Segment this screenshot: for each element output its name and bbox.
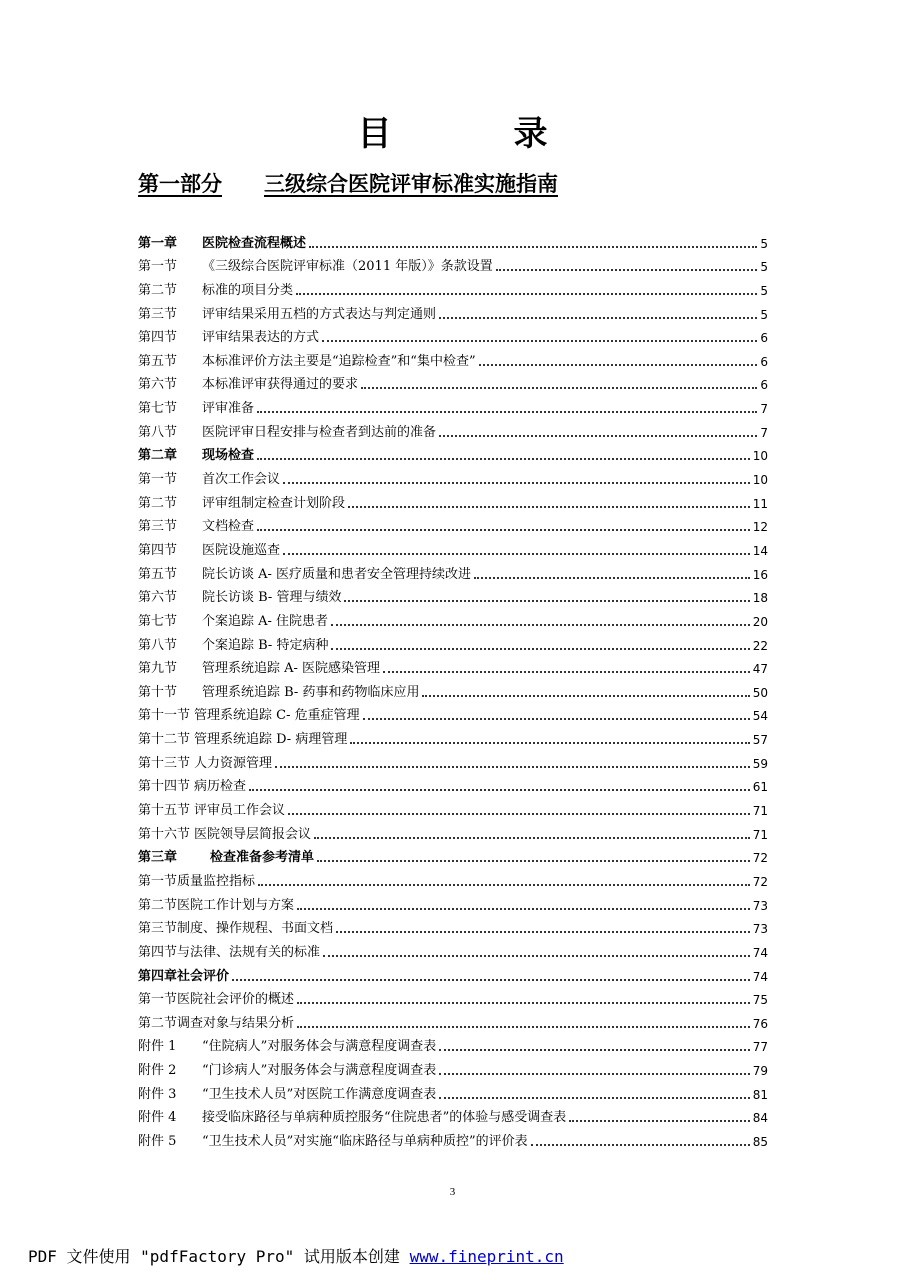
toc-entry-page: 81 bbox=[752, 1087, 768, 1102]
dot-leader bbox=[249, 788, 750, 791]
dot-leader bbox=[363, 717, 750, 720]
page-title: 目 录 bbox=[357, 114, 592, 154]
part-name: 三级综合医院评审标准实施指南 bbox=[264, 171, 558, 196]
toc-entry-page: 10 bbox=[752, 473, 768, 488]
toc-entry-page: 22 bbox=[752, 638, 768, 653]
toc-entry[interactable] bbox=[138, 1080, 768, 1104]
toc-entry-page: 84 bbox=[752, 1111, 768, 1126]
toc-entry-number: 第四节 bbox=[138, 330, 178, 346]
dot-leader bbox=[317, 859, 750, 862]
toc-entry-number: 附件 4 bbox=[138, 1110, 177, 1126]
toc-entry-title: 本标准评价方法主要是“追踪检查”和“集中检查” bbox=[202, 353, 476, 369]
toc-entry-title: “卫生技术人员”对医院工作满意度调查表 bbox=[202, 1086, 437, 1102]
dot-leader bbox=[383, 670, 750, 673]
toc-entry-page: 20 bbox=[752, 614, 768, 629]
toc-entry-title: 文档检查 bbox=[202, 519, 255, 535]
toc-entry[interactable] bbox=[138, 631, 768, 655]
toc-entry[interactable] bbox=[138, 465, 768, 489]
dot-leader bbox=[361, 386, 757, 389]
toc-entry-title: 第四节与法律、法规有关的标准 bbox=[138, 944, 321, 960]
dot-leader bbox=[439, 316, 757, 319]
toc-entry-number: 第二节 bbox=[138, 495, 178, 511]
toc-entry-title: 第二节调查对象与结果分析 bbox=[138, 1015, 295, 1031]
page-number: 3 bbox=[449, 1186, 456, 1198]
toc-entry[interactable] bbox=[138, 276, 768, 300]
toc-entry[interactable] bbox=[138, 607, 768, 631]
toc-entry-title: 评审员工作会议 bbox=[194, 803, 286, 819]
toc-entry[interactable] bbox=[138, 536, 768, 560]
toc-entry-number: 第五节 bbox=[138, 566, 178, 582]
toc-entry-page: 59 bbox=[752, 756, 768, 771]
toc-entry-number: 第十节 bbox=[138, 684, 178, 700]
toc-entry-page: 6 bbox=[760, 354, 768, 369]
toc-entry-number: 第十六节 bbox=[138, 826, 191, 842]
toc-entry-page: 5 bbox=[760, 283, 768, 298]
toc-entry-page: 7 bbox=[760, 425, 768, 440]
toc-entry-number: 第十一节 bbox=[138, 708, 191, 724]
toc-entry-page: 11 bbox=[752, 496, 768, 511]
toc-entry[interactable] bbox=[138, 371, 768, 395]
dot-leader bbox=[275, 765, 750, 768]
toc-entry[interactable] bbox=[138, 394, 768, 418]
toc-entry[interactable] bbox=[138, 1127, 768, 1151]
toc-entry-number: 第二节 bbox=[138, 282, 178, 298]
toc-entry-title: 管理系统追踪 D- 病理管理 bbox=[194, 732, 348, 748]
toc-entry-page: 73 bbox=[752, 922, 768, 937]
toc-entry-page: 16 bbox=[752, 567, 768, 582]
toc-entry[interactable] bbox=[138, 867, 768, 891]
toc-entry[interactable] bbox=[138, 773, 768, 797]
toc-entry-number: 第一章 bbox=[138, 235, 178, 251]
toc-entry-page: 72 bbox=[752, 874, 768, 889]
toc-entry-title: 检查准备参考清单 bbox=[210, 850, 315, 866]
toc-entry-number: 附件 1 bbox=[138, 1039, 177, 1055]
toc-entry-page: 10 bbox=[752, 449, 768, 464]
toc-entry-number: 第一节 bbox=[138, 472, 178, 488]
toc-entry-title: 第四章社会评价 bbox=[138, 968, 230, 984]
toc-entry-number: 第一节 bbox=[138, 259, 178, 275]
toc-entry-page: 47 bbox=[752, 662, 768, 677]
dot-leader bbox=[283, 481, 750, 484]
toc-entry[interactable] bbox=[138, 229, 768, 253]
toc-entry[interactable] bbox=[138, 418, 768, 442]
part-heading bbox=[138, 170, 558, 198]
toc-entry-page: 5 bbox=[760, 236, 768, 251]
toc-entry-title: “门诊病人”对服务体会与满意程度调查表 bbox=[202, 1063, 437, 1079]
toc-entry-title: 评审结果表达的方式 bbox=[202, 330, 320, 346]
toc-entry-title: 第一节质量监控指标 bbox=[138, 873, 256, 889]
toc-entry-number: 附件 2 bbox=[138, 1063, 177, 1079]
banner-text: PDF 文件使用 "pdfFactory Pro" 试用版本创建 bbox=[28, 1247, 410, 1266]
toc-entry-number: 第六节 bbox=[138, 377, 178, 393]
toc-entry-number: 第七节 bbox=[138, 401, 178, 417]
toc-entry-title: 标准的项目分类 bbox=[202, 282, 294, 298]
toc-entry[interactable] bbox=[138, 584, 768, 608]
toc-entry[interactable] bbox=[138, 489, 768, 513]
toc-entry-number: 第六节 bbox=[138, 590, 178, 606]
dot-leader bbox=[474, 576, 750, 579]
toc-entry-page: 6 bbox=[760, 331, 768, 346]
toc-entry[interactable] bbox=[138, 442, 768, 466]
toc-entry-title: 接受临床路径与单病种质控服务“住院患者”的体验与感受调查表 bbox=[202, 1110, 567, 1126]
toc-entry-page: 50 bbox=[752, 685, 768, 700]
toc-entry-title: 人力资源管理 bbox=[194, 755, 273, 771]
toc-entry-number: 第五节 bbox=[138, 353, 178, 369]
toc-entry-number: 第二章 bbox=[138, 448, 178, 464]
toc-entry-title: “卫生技术人员”对实施“临床路径与单病种质控”的评价表 bbox=[202, 1133, 528, 1149]
toc-entry-number: 第七节 bbox=[138, 613, 178, 629]
toc-entry-title: 评审组制定检查计划阶段 bbox=[202, 495, 346, 511]
toc-entry-page: 18 bbox=[752, 591, 768, 606]
dot-leader bbox=[439, 1072, 749, 1075]
toc-entry-title: 《三级综合医院评审标准（2011 年版）》条款设置 bbox=[202, 259, 493, 275]
toc-entry[interactable] bbox=[138, 891, 768, 915]
toc-entry-page: 74 bbox=[752, 969, 768, 984]
toc-entry[interactable] bbox=[138, 820, 768, 844]
toc-entry-page: 14 bbox=[752, 543, 768, 558]
toc-entry-number: 第十二节 bbox=[138, 732, 191, 748]
dot-leader bbox=[439, 434, 757, 437]
toc-entry-number: 附件 3 bbox=[138, 1086, 177, 1102]
toc-entry[interactable] bbox=[138, 844, 768, 868]
toc-entry-page: 75 bbox=[752, 993, 768, 1008]
dot-leader bbox=[314, 836, 750, 839]
dot-leader bbox=[323, 954, 750, 957]
toc-entry-number: 第八节 bbox=[138, 637, 178, 653]
toc-entry[interactable] bbox=[138, 702, 768, 726]
toc-entry-number: 第三章 bbox=[138, 850, 178, 866]
toc-entry[interactable] bbox=[138, 513, 768, 537]
toc-entry[interactable] bbox=[138, 253, 768, 277]
toc-entry-title: 第一节医院社会评价的概述 bbox=[138, 992, 295, 1008]
toc-entry-number: 第九节 bbox=[138, 661, 178, 677]
toc-entry-number: 第八节 bbox=[138, 424, 178, 440]
toc-entry-title: 第三节制度、操作规程、书面文档 bbox=[138, 921, 334, 937]
toc-entry-title: 个案追踪 A- 住院患者 bbox=[202, 613, 329, 629]
toc-entry-page: 76 bbox=[752, 1016, 768, 1031]
toc-entry-title: 医院检查流程概述 bbox=[202, 235, 307, 251]
toc-entry-title: 管理系统追踪 A- 医院感染管理 bbox=[202, 661, 381, 677]
toc-entry-page: 61 bbox=[752, 780, 768, 795]
toc-entry-title: 评审结果采用五档的方式表达与判定通则 bbox=[202, 306, 437, 322]
toc-entry-number: 第四节 bbox=[138, 542, 178, 558]
toc-entry[interactable] bbox=[138, 749, 768, 773]
toc-entry[interactable] bbox=[138, 1033, 768, 1057]
dot-leader bbox=[348, 505, 750, 508]
toc-entry-title: 病历检查 bbox=[194, 779, 247, 795]
dot-leader bbox=[297, 1025, 750, 1028]
toc-entry-page: 54 bbox=[752, 709, 768, 724]
dot-leader bbox=[283, 552, 750, 555]
dot-leader bbox=[439, 1096, 749, 1099]
dot-leader bbox=[569, 1119, 749, 1122]
dot-leader bbox=[336, 930, 750, 933]
toc-entry-page: 71 bbox=[752, 804, 768, 819]
toc-entry[interactable] bbox=[138, 1104, 768, 1128]
dot-leader bbox=[297, 1001, 750, 1004]
toc-entry[interactable] bbox=[138, 678, 768, 702]
toc-entry[interactable] bbox=[138, 300, 768, 324]
toc-entry-number: 第十五节 bbox=[138, 803, 191, 819]
dot-leader bbox=[257, 528, 750, 531]
toc-entry[interactable] bbox=[138, 1056, 768, 1080]
toc-entry-title: 院长访谈 A- 医疗质量和患者安全管理持续改进 bbox=[202, 566, 472, 582]
dot-leader bbox=[422, 694, 749, 697]
dot-leader bbox=[257, 410, 757, 413]
dot-leader bbox=[296, 292, 757, 295]
toc-entry[interactable] bbox=[138, 796, 768, 820]
toc-entry-title: 个案追踪 B- 特定病种 bbox=[202, 637, 329, 653]
toc-entry-title: 医院领导层简报会议 bbox=[194, 826, 312, 842]
dot-leader bbox=[350, 741, 749, 744]
dot-leader bbox=[258, 883, 750, 886]
toc-entry[interactable] bbox=[138, 560, 768, 584]
dot-leader bbox=[344, 599, 749, 602]
dot-leader bbox=[531, 1143, 750, 1146]
dot-leader bbox=[297, 907, 750, 910]
toc-entry-page: 77 bbox=[752, 1040, 768, 1055]
fineprint-link[interactable]: www.fineprint.cn bbox=[409, 1247, 564, 1266]
table-of-contents bbox=[138, 229, 768, 1151]
dot-leader bbox=[439, 1048, 749, 1051]
toc-entry[interactable] bbox=[138, 655, 768, 679]
toc-entry-number: 第三节 bbox=[138, 519, 178, 535]
toc-entry-page: 5 bbox=[760, 260, 768, 275]
toc-entry-title: 本标准评审获得通过的要求 bbox=[202, 377, 359, 393]
toc-entry-page: 72 bbox=[752, 851, 768, 866]
toc-entry-page: 74 bbox=[752, 945, 768, 960]
toc-entry[interactable] bbox=[138, 1009, 768, 1033]
toc-entry-page: 57 bbox=[752, 733, 768, 748]
toc-entry-number: 第三节 bbox=[138, 306, 178, 322]
toc-entry-title: 第二节医院工作计划与方案 bbox=[138, 897, 295, 913]
toc-entry[interactable] bbox=[138, 725, 768, 749]
toc-entry-title: 医院评审日程安排与检查者到达前的准备 bbox=[202, 424, 437, 440]
toc-entry[interactable] bbox=[138, 986, 768, 1010]
dot-leader bbox=[232, 978, 750, 981]
dot-leader bbox=[496, 268, 757, 271]
dot-leader bbox=[331, 647, 749, 650]
toc-entry[interactable] bbox=[138, 324, 768, 348]
dot-leader bbox=[479, 363, 757, 366]
toc-entry-page: 7 bbox=[760, 402, 768, 417]
toc-entry-page: 79 bbox=[752, 1064, 768, 1079]
toc-entry-page: 5 bbox=[760, 307, 768, 322]
toc-entry-page: 85 bbox=[752, 1134, 768, 1149]
toc-entry-title: 院长访谈 B- 管理与绩效 bbox=[202, 590, 342, 606]
toc-entry-title: 现场检查 bbox=[202, 448, 255, 464]
toc-entry-page: 12 bbox=[752, 520, 768, 535]
toc-entry-page: 73 bbox=[752, 898, 768, 913]
toc-entry-number: 第十三节 bbox=[138, 755, 191, 771]
dot-leader bbox=[322, 339, 757, 342]
toc-entry-number: 附件 5 bbox=[138, 1133, 177, 1149]
dot-leader bbox=[288, 812, 750, 815]
dot-leader bbox=[309, 245, 757, 248]
toc-entry-title: 管理系统追踪 C- 危重症管理 bbox=[194, 708, 360, 724]
pdf-factory-banner bbox=[28, 1244, 564, 1267]
part-label: 第一部分 bbox=[138, 171, 222, 196]
toc-entry[interactable] bbox=[138, 347, 768, 371]
toc-entry-page: 6 bbox=[760, 378, 768, 393]
toc-entry[interactable] bbox=[138, 962, 768, 986]
dot-leader bbox=[257, 457, 750, 460]
toc-entry-title: 评审准备 bbox=[202, 401, 255, 417]
toc-entry-title: 首次工作会议 bbox=[202, 472, 281, 488]
dot-leader bbox=[331, 623, 750, 626]
toc-entry-page: 71 bbox=[752, 827, 768, 842]
toc-entry-title: 管理系统追踪 B- 药事和药物临床应用 bbox=[202, 684, 420, 700]
toc-entry-title: “住院病人”对服务体会与满意程度调查表 bbox=[202, 1039, 437, 1055]
toc-entry[interactable] bbox=[138, 915, 768, 939]
toc-entry[interactable] bbox=[138, 938, 768, 962]
toc-entry-title: 医院设施巡查 bbox=[202, 542, 281, 558]
toc-entry-number: 第十四节 bbox=[138, 779, 191, 795]
